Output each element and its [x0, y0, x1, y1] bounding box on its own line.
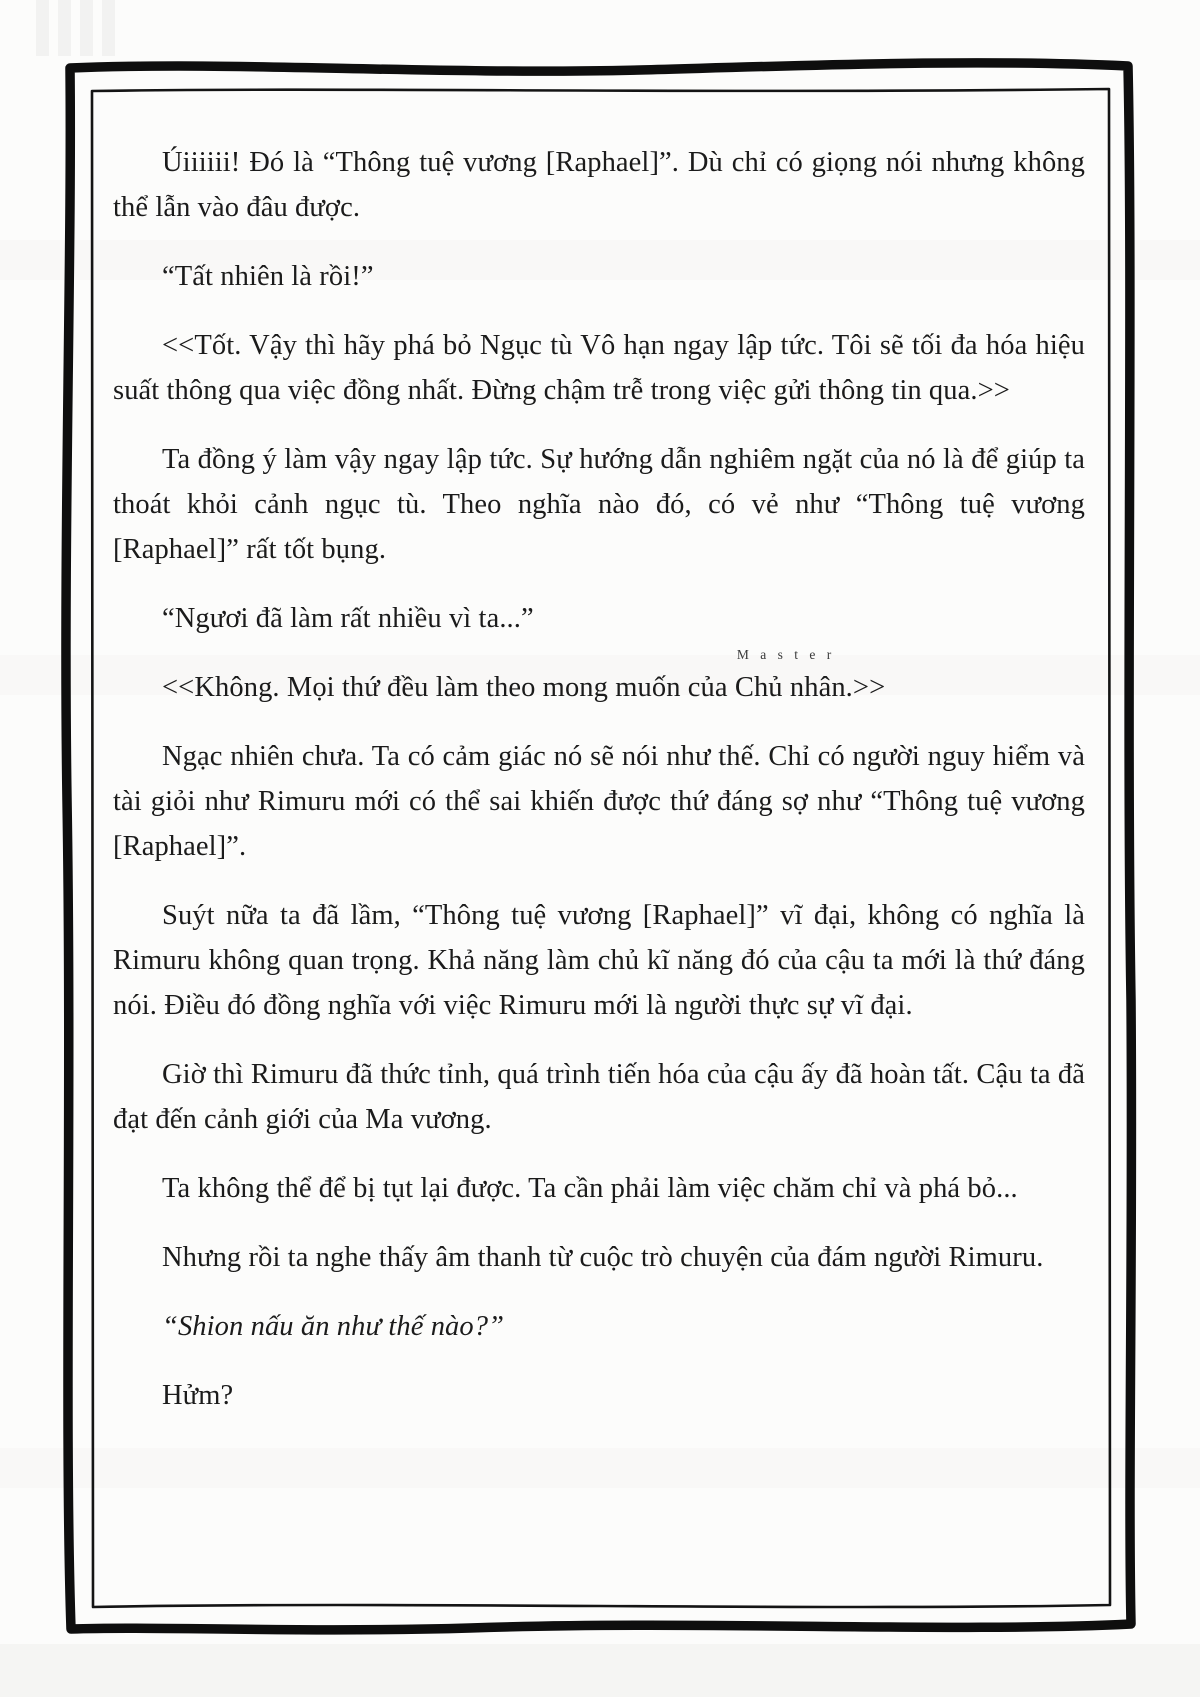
ruby-master-annotation: M a s t e r: [736, 647, 836, 662]
paragraph-2: “Tất nhiên là rồi!”: [162, 261, 374, 292]
paragraph-8: Suýt nữa ta đã lầm, “Thông tuệ vương [Raphael]” vĩ đại, không có nghĩa là Rimuru không quan trọng. Khả năng làm chủ kĩ năng đó của cậu ta mới là thứ đáng nói. Điều đó đồng nghĩa với việc Rimuru mới là người thực sự vĩ đại.: [113, 900, 1085, 1021]
paragraph-1: Úiiiiii! Đó là “Thông tuệ vương [Raphael]”. Dù chỉ có giọng nói nhưng không thể lẫn vào đâu được.: [113, 147, 1085, 223]
paragraph-12: “Shion nấu ăn như thế nào?”: [162, 1311, 505, 1342]
scan-artifact-bottom-shade: [0, 1644, 1200, 1697]
paragraph-10: Ta không thể để bị tụt lại được. Ta cần phải làm việc chăm chỉ và phá bỏ...: [162, 1173, 1018, 1204]
scan-artifact-band: [0, 1448, 1200, 1488]
ruby-chu-nhan: [734, 647, 853, 710]
paragraph-9: Giờ thì Rimuru đã thức tỉnh, quá trình tiến hóa của cậu ấy đã hoàn tất. Cậu ta đã đạt đến cảnh giới của Ma vương.: [113, 1059, 1085, 1135]
ruby-base-text: Chủ nhân.: [734, 672, 853, 703]
scan-artifact-stripes: [36, 0, 120, 56]
paragraph-7: Ngạc nhiên chưa. Ta có cảm giác nó sẽ nói như thế. Chỉ có người nguy hiểm và tài giỏi như Rimuru mới có thể sai khiến được thứ đáng sợ như “Thông tuệ vương [Raphael]”.: [113, 741, 1085, 862]
paragraph-4: Ta đồng ý làm vậy ngay lập tức. Sự hướng dẫn nghiêm ngặt của nó là để giúp ta thoát khỏi cảnh ngục tù. Theo nghĩa nào đó, có vẻ như “Thông tuệ vương [Raphael]” rất tốt bụng.: [113, 444, 1085, 565]
paragraph-6: [113, 647, 1085, 710]
paragraph-6-after: >>: [852, 672, 886, 703]
paragraph-6-before: <<Không. Mọi thứ đều làm theo mong muốn của: [162, 672, 735, 703]
paragraph-13: Hửm?: [162, 1380, 234, 1411]
paragraph-5: “Ngươi đã làm rất nhiều vì ta...”: [162, 603, 534, 634]
page-text: [113, 140, 1085, 1442]
paragraph-11: Nhưng rồi ta nghe thấy âm thanh từ cuộc trò chuyện của đám người Rimuru.: [162, 1242, 1044, 1273]
paragraph-3: <<Tốt. Vậy thì hãy phá bỏ Ngục tù Vô hạn ngay lập tức. Tôi sẽ tối đa hóa hiệu suất thông qua việc đồng nhất. Đừng chậm trễ trong việc gửi thông tin qua.>>: [113, 330, 1085, 406]
